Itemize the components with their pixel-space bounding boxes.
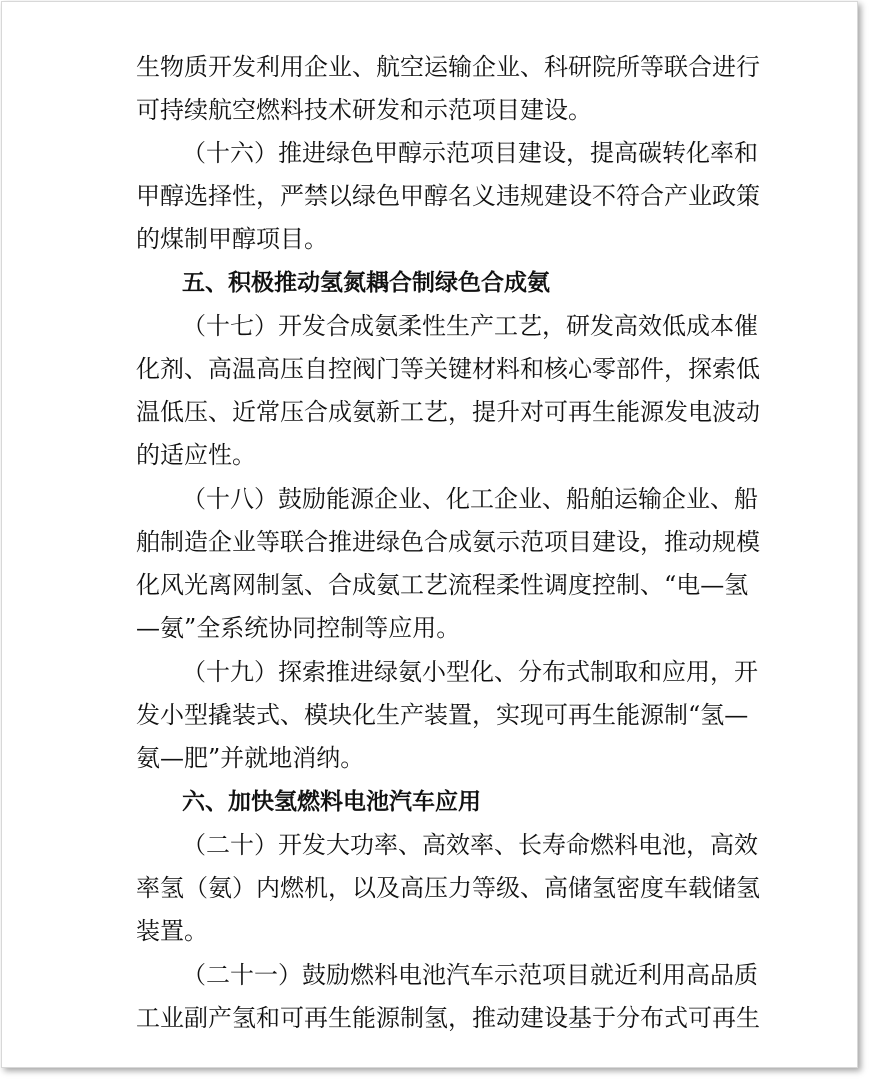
paragraph-line: 工业副产氢和可再生能源制氢，推动建设基于分布式可再生 — [136, 1004, 760, 1032]
paragraph-line: 氨—肥”并就地消纳。 — [136, 744, 365, 772]
paragraph-line: （十六）推进绿色甲醇示范项目建设，提高碳转化率和 — [182, 139, 758, 167]
paragraph-line: 化风光离网制氢、合成氨工艺流程柔性调度控制、“电—氢 — [136, 571, 749, 599]
paragraph-line: （十八）鼓励能源企业、化工企业、船舶运输企业、船 — [182, 485, 758, 513]
paragraph-line: 化剂、高温高压自控阀门等关键材料和核心零部件，探索低 — [136, 355, 760, 383]
paragraph-line: 率氢（氨）内燃机，以及高压力等级、高储氢密度车载储氢 — [136, 874, 760, 902]
section-heading: 六、加快氢燃料电池汽车应用 — [182, 789, 481, 815]
paragraph-line: （二十）开发大功率、高效率、长寿命燃料电池，高效 — [182, 831, 758, 859]
paragraph-line: 发小型撬装式、模块化生产装置，实现可再生能源制“氢— — [136, 701, 749, 729]
paragraph-line: 生物质开发利用企业、航空运输企业、科研院所等联合进行 — [136, 53, 760, 81]
paragraph-line: 温低压、近常压合成氨新工艺，提升对可再生能源发电波动 — [136, 398, 760, 426]
paragraph-line: 甲醇选择性，严禁以绿色甲醇名义违规建设不符合产业政策 — [136, 182, 760, 210]
paragraph-line: （十九）探索推进绿氨小型化、分布式制取和应用，开 — [182, 658, 758, 686]
section-heading: 五、积极推动氢氮耦合制绿色合成氨 — [182, 270, 550, 296]
paragraph-line: 舶制造企业等联合推进绿色合成氨示范项目建设，推动规模 — [136, 528, 760, 556]
document-page — [1, 1, 858, 1068]
paragraph-line: 装置。 — [136, 917, 208, 945]
paragraph-line: 的适应性。 — [136, 441, 256, 469]
paragraph-line: （二十一）鼓励燃料电池汽车示范项目就近利用高品质 — [182, 961, 758, 989]
paragraph-line: 可持续航空燃料技术研发和示范项目建设。 — [136, 96, 592, 124]
paragraph-line: 的煤制甲醇项目。 — [136, 225, 328, 253]
paragraph-line: （十七）开发合成氨柔性生产工艺，研发高效低成本催 — [182, 312, 758, 340]
paragraph-line: —氨”全系统协同控制等应用。 — [136, 614, 461, 642]
